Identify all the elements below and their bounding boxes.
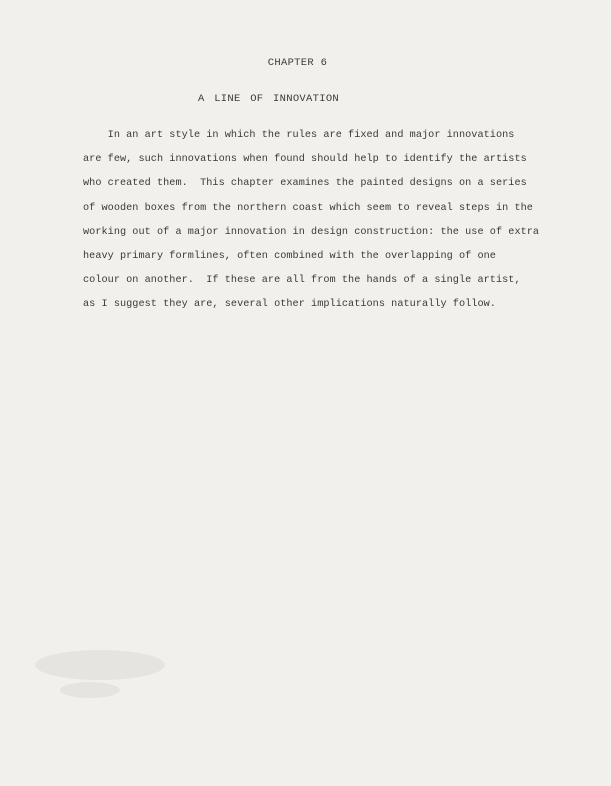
paragraph-line: colour on another. If these are all from the hands of a single artist, xyxy=(83,275,521,287)
paragraph-line: are few, such innovations when found should help to identify the artists xyxy=(83,154,527,166)
paper-smudge xyxy=(60,682,120,698)
paragraph-line: working out of a major innovation in design construction: the use of extra xyxy=(83,226,540,238)
body-paragraph xyxy=(83,124,543,318)
paragraph-line: of wooden boxes from the northern coast which seem to reveal steps in the xyxy=(83,202,533,214)
chapter-title: A LINE OF INNOVATION xyxy=(198,93,340,105)
paper-smudge xyxy=(35,650,165,680)
paragraph-line: In an art style in which the rules are fixed and major innovations xyxy=(83,130,515,141)
chapter-heading: CHAPTER 6 xyxy=(267,57,328,69)
paragraph-line: heavy primary formlines, often combined with the overlapping of one xyxy=(83,251,496,263)
paragraph-line: who created them. This chapter examines the painted designs on a series xyxy=(83,178,527,190)
paragraph-line: as I suggest they are, several other implications naturally follow. xyxy=(83,299,496,311)
